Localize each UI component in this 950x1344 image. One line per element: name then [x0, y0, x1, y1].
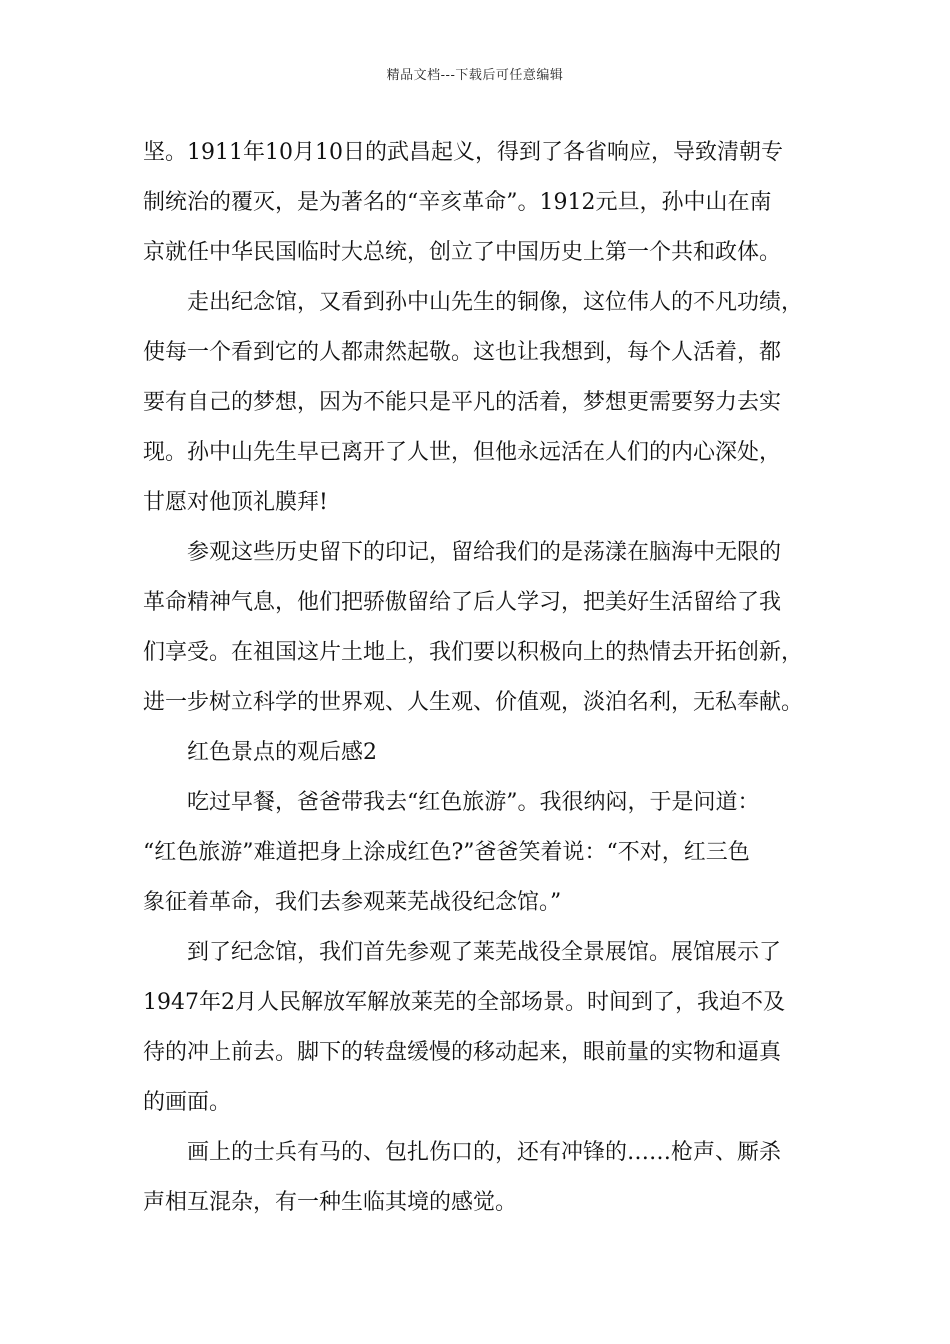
paragraph-2 — [143, 278, 833, 528]
section-heading — [143, 728, 833, 778]
text-line: 画上的士兵有马的、包扎伤口的，还有冲锋的……枪声、厮杀 — [187, 1140, 782, 1165]
paragraph-1 — [143, 128, 833, 278]
text-line: 使每一个看到它的人都肃然起敬。这也让我想到，每个人活着，都 — [143, 340, 782, 365]
text-line: 甘愿对他顶礼膜拜! — [143, 490, 328, 515]
paragraph-6 — [143, 1128, 833, 1228]
heading-text: 红色景点的观后感2 — [187, 740, 377, 765]
text-line: 声相互混杂，有一种生临其境的感觉。 — [143, 1190, 518, 1215]
text-line: 象征着革命，我们去参观莱芜战役纪念馆。” — [143, 890, 562, 915]
document-body — [143, 128, 833, 1228]
text-line: 吃过早餐，爸爸带我去“红色旅游”。我很纳闷，于是问道： — [187, 790, 760, 815]
text-line: 们享受。在祖国这片土地上，我们要以积极向上的热情去开拓创新， — [143, 640, 804, 665]
text-line: 京就任中华民国临时大总统，创立了中国历史上第一个共和政体。 — [143, 240, 782, 265]
text-line: “红色旅游”难道把身上涂成红色?”爸爸笑着说：“不对，红三色 — [143, 840, 750, 865]
text-line: 革命精神气息，他们把骄傲留给了后人学习，把美好生活留给了我 — [143, 590, 782, 615]
paragraph-4 — [143, 778, 833, 928]
text-line: 的画面。 — [143, 1090, 232, 1115]
text-line: 进一步树立科学的世界观、人生观、价值观，淡泊名利，无私奉献。 — [143, 690, 804, 715]
paragraph-5 — [143, 928, 833, 1128]
page-header: 精品文档---下载后可任意编辑 — [386, 68, 564, 83]
text-line: 走出纪念馆，又看到孙中山先生的铜像，这位伟人的不凡功绩， — [187, 290, 804, 315]
text-line: 1947年2月人民解放军解放莱芜的全部场景。时间到了，我迫不及 — [143, 990, 785, 1015]
text-line: 坚。1911年10月10日的武昌起义，得到了各省响应，导致清朝专 — [143, 140, 783, 165]
text-line: 现。孙中山先生早已离开了人世，但他永远活在人们的内心深处， — [143, 440, 782, 465]
text-line: 制统治的覆灭，是为著名的“辛亥革命”。1912元旦，孙中山在南 — [143, 190, 772, 215]
text-line: 到了纪念馆，我们首先参观了莱芜战役全景展馆。展馆展示了 — [187, 940, 782, 965]
text-line: 要有自己的梦想，因为不能只是平凡的活着，梦想更需要努力去实 — [143, 390, 782, 415]
text-line: 参观这些历史留下的印记，留给我们的是荡漾在脑海中无限的 — [187, 540, 782, 565]
paragraph-3 — [143, 528, 833, 728]
text-line: 待的冲上前去。脚下的转盘缓慢的移动起来，眼前量的实物和逼真 — [143, 1040, 782, 1065]
